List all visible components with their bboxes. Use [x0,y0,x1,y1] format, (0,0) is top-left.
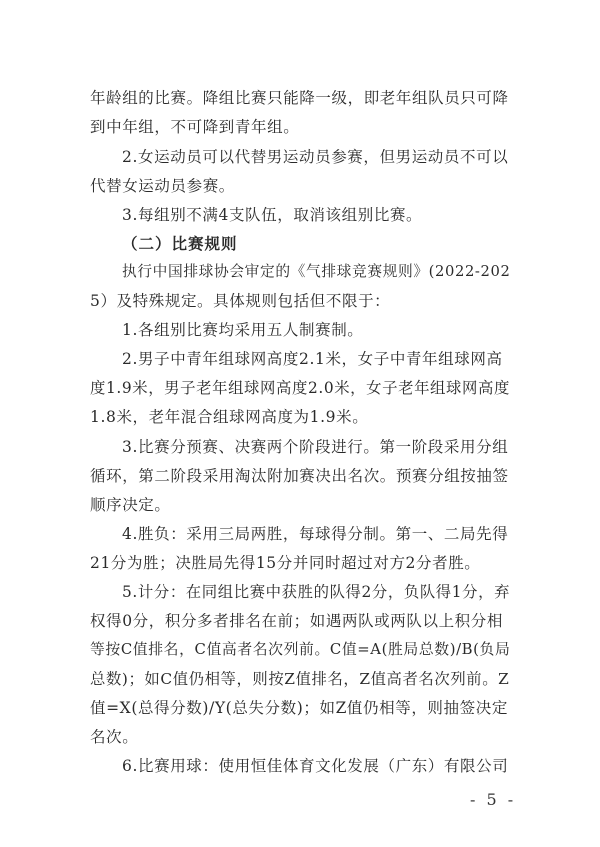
body-text-line: 权得0分，积分多者排名在前；如遇两队或两队以上积分相 [90,612,503,630]
body-text-line: 5.计分：在同组比赛中获胜的队得2分，负队得1分，弃 [122,583,511,601]
body-text-line: 名次。 [90,728,139,746]
body-text-line: 代替女运动员参赛。 [90,177,235,195]
body-text-line: 年龄组的比赛。降组比赛只能降一级，即老年组队员只可降 [90,89,509,107]
body-text-line: 1.各组别比赛均采用五人制赛制。 [122,321,364,339]
body-text-line: 21分为胜；决胜局先得15分并同时超过对方2分者胜。 [90,554,481,572]
body-text-line: 4.胜负：采用三局两胜，每球得分制。第一、二局先得 [122,525,509,543]
body-text-line: 循环，第二阶段采用淘汰附加赛决出名次。预赛分组按抽签 [90,467,509,485]
body-text-line: 到中年组，不可降到青年组。 [90,118,300,136]
body-text-line: 值=X(总得分数)/Y(总失分数)；如Z值仍相等，则抽签决定 [90,699,508,717]
body-text-line: 2.男子中青年组球网高度2.1米，女子中青年组球网高 [122,350,503,368]
section-heading: （二）比赛规则 [122,235,238,253]
body-text-line: 顺序决定。 [90,496,171,514]
body-text-line: 5）及特殊规定。具体规则包括但不限于： [90,292,391,310]
body-text-line: 3.每组别不满4支队伍，取消该组别比赛。 [122,206,423,224]
body-text-line: 总数)；如C值仍相等，则按Z值排名，Z值高者名次列前。Z [90,670,510,688]
body-text-line: 等按C值排名，C值高者名次列前。C值=A(胜局总数)/B(负局 [90,641,511,658]
body-text-line: 度1.9米，男子老年组球网高度2.0米，女子老年组球网高度 [90,379,510,397]
body-text-line: 2.女运动员可以代替男运动员参赛，但男运动员不可以 [122,148,509,166]
body-text-line: 执行中国排球协会审定的《气排球竞赛规则》(2022-202 [122,263,511,280]
body-text-line: 1.8米，老年混合组球网高度为1.9米。 [90,408,369,426]
page-number: - 5 - [470,790,517,809]
body-text-line: 6.比赛用球：使用恒佳体育文化发展（广东）有限公司 [122,757,509,775]
body-text-line: 3.比赛分预赛、决赛两个阶段进行。第一阶段采用分组 [122,438,509,456]
